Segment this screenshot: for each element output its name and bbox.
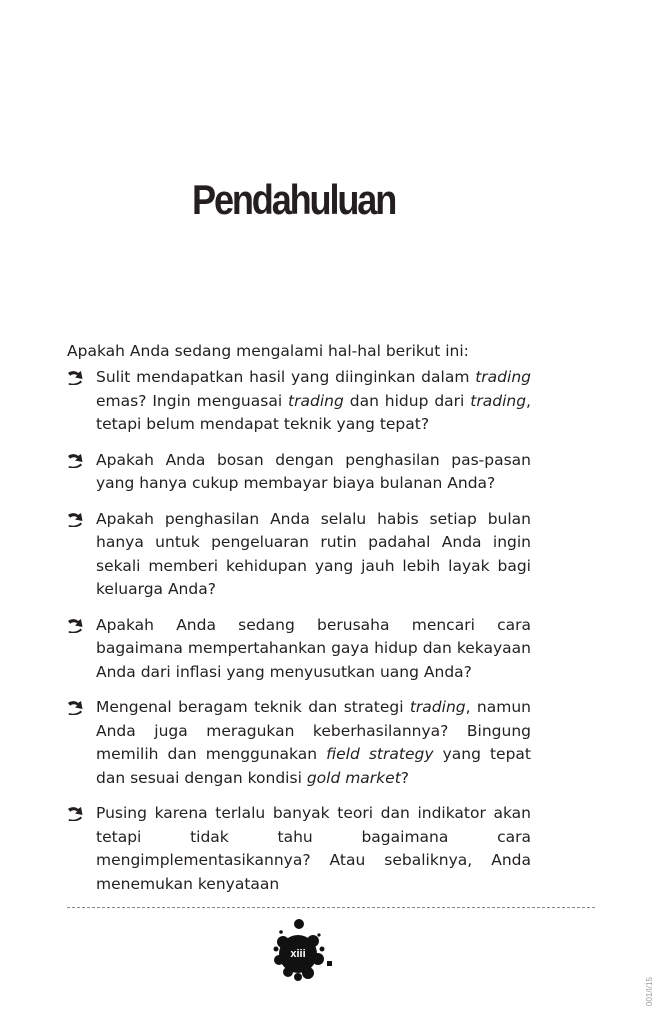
page-title: Pendahuluan <box>192 176 396 223</box>
arrow-bullet-icon <box>67 700 84 715</box>
list-item <box>67 614 531 685</box>
intro-text: Apakah Anda sedang mengalami hal-hal berikut ini: <box>67 342 469 360</box>
arrow-bullet-icon <box>67 806 84 821</box>
arrow-bullet-icon <box>67 370 84 385</box>
arrow-bullet-icon <box>67 453 84 468</box>
side-code: 001/I/15 <box>645 977 654 1006</box>
list-item-text: Apakah Anda sedang berusaha mencari cara bagaimana mempertahankan gaya hidup dan kekayaan Anda dari inflasi yang menyusutkan uang Anda? <box>96 615 531 681</box>
list-item <box>67 366 531 437</box>
page-number: xiii <box>290 948 306 960</box>
list-item-text: Apakah penghasilan Anda selalu habis setiap bulan hanya untuk pengeluaran rutin padahal Anda ingin sekali memberi kehidupan yang jauh lebih layak bagi keluarga Anda? <box>96 509 531 598</box>
arrow-bullet-icon <box>67 618 84 633</box>
list-item-text: Sulit mendapatkan hasil yang diinginkan dalam trading emas? Ingin menguasai trading dan hidup dari trading, tetapi belum mendapat teknik yang tepat? <box>96 368 531 433</box>
list-item <box>67 449 531 496</box>
arrow-bullet-icon <box>67 512 84 527</box>
list-item <box>67 508 531 602</box>
question-list <box>67 366 531 908</box>
footer-divider <box>67 907 595 908</box>
list-item-text: Mengenal beragam teknik dan strategi trading, namun Anda juga meragukan keberhasilannya? Bingung memilih dan menggunakan field strategy yang tepat dan sesuai dengan kondisi gold market? <box>96 698 531 787</box>
list-item <box>67 696 531 790</box>
list-item <box>67 802 531 896</box>
list-item-text: Pusing karena terlalu banyak teori dan indikator akan tetapi tidak tahu bagaimana cara mengimplementasikannya? Atau sebaliknya, Anda menemukan kenyataan <box>96 804 531 893</box>
page-number-badge <box>272 918 336 982</box>
list-item-text: Apakah Anda bosan dengan penghasilan pas-pasan yang hanya cukup membayar biaya bulanan Anda? <box>96 450 531 492</box>
